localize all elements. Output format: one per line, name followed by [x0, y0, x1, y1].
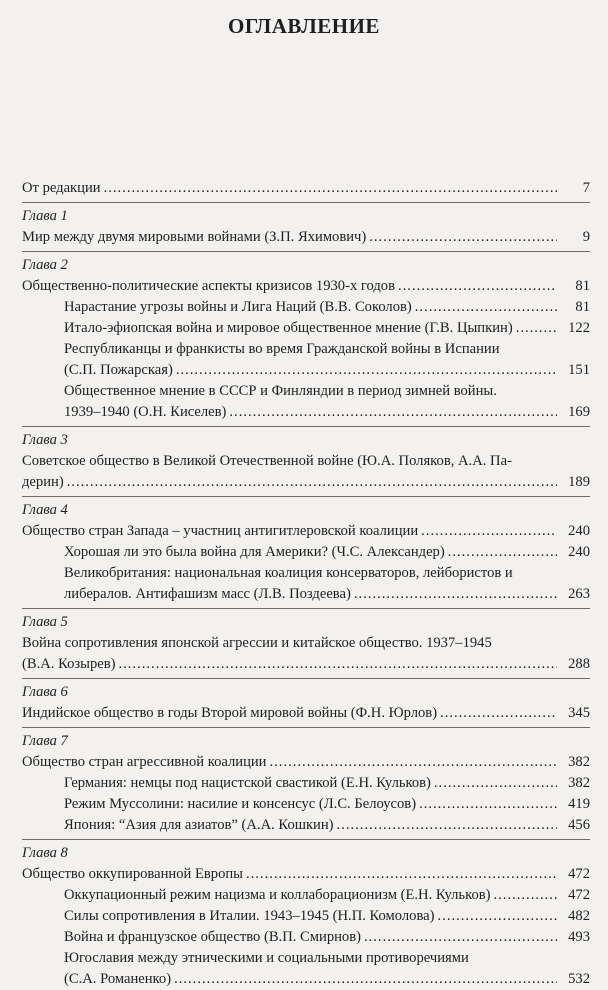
- toc-page-number: 81: [575, 299, 590, 315]
- toc-page-number: 189: [568, 474, 590, 490]
- toc-entry: [22, 794, 590, 815]
- toc-entry-text-line: Общественное мнение в СССР и Финляндии в период зимней войны.: [64, 383, 497, 399]
- dot-leader: [494, 885, 558, 906]
- toc-page-number: 169: [568, 404, 590, 420]
- toc-page-number: 382: [568, 754, 590, 770]
- toc-page-number: 382: [568, 775, 590, 791]
- toc-entry-text: Общество оккупированной Европы: [22, 866, 243, 882]
- chapter-divider: [22, 678, 590, 679]
- toc-entry-text: (С.А. Романенко): [64, 971, 172, 987]
- toc-entry-text: Оккупационный режим нацизма и коллаборационизм (Е.Н. Кульков): [64, 887, 491, 903]
- dot-leader: [118, 654, 557, 675]
- toc-page-number: 288: [568, 656, 590, 672]
- toc-page-number: 7: [582, 180, 590, 196]
- chapter-label: Глава 1: [22, 208, 68, 224]
- toc-entry-text-line: Советское общество в Великой Отечественной войне (Ю.А. Поляков, А.А. Па-: [22, 453, 512, 469]
- chapter-divider: [22, 496, 590, 497]
- toc-entry: [22, 339, 590, 381]
- chapter-label: Глава 7: [22, 733, 68, 749]
- toc-entry: [22, 948, 590, 990]
- toc-entry-text: Война и французское общество (В.П. Смирнов): [64, 929, 361, 945]
- dot-leader: [270, 752, 558, 773]
- toc-entry: [22, 703, 590, 724]
- dot-leader: [448, 542, 557, 563]
- toc-entry-text: Германия: немцы под нацистской свастикой (Е.Н. Кульков): [64, 775, 431, 791]
- chapter-label: Глава 4: [22, 502, 68, 518]
- toc-entry: [22, 227, 590, 248]
- toc-entry-text: Общество стран агрессивной коалиции: [22, 754, 267, 770]
- dot-leader: [364, 927, 557, 948]
- toc-entry-text: Нарастание угрозы войны и Лига Наций (В.В. Соколов): [64, 299, 412, 315]
- toc-entry-text: Общественно-политические аспекты кризисов 1930-х годов: [22, 278, 395, 294]
- toc-entry: [22, 276, 590, 297]
- toc-entry: [22, 521, 590, 542]
- toc-page-number: 493: [568, 929, 590, 945]
- toc-page-number: 472: [568, 866, 590, 882]
- toc-entry: [22, 381, 590, 423]
- dot-leader: [67, 472, 557, 493]
- toc-entry-text-line: Республиканцы и франкисты во время Гражданской войны в Испании: [64, 341, 500, 357]
- chapter-divider: [22, 202, 590, 203]
- toc-entry-text: (В.А. Козырев): [22, 656, 116, 672]
- toc-page-number: 472: [568, 887, 590, 903]
- toc-entry-text: Итало-эфиопская война и мировое общественное мнение (Г.В. Цыпкин): [64, 320, 513, 336]
- dot-leader: [354, 584, 557, 605]
- toc-entry-text-line: Война сопротивления японской агрессии и китайское общество. 1937–1945: [22, 635, 492, 651]
- chapter-label: Глава 8: [22, 845, 68, 861]
- toc-entry-editorial: [22, 178, 590, 199]
- toc-entry-text-line: Великобритания: национальная коалиция консерваторов, лейбористов и: [64, 565, 513, 581]
- toc-entry-text: Индийское общество в годы Второй мировой войны (Ф.Н. Юрлов): [22, 705, 438, 721]
- toc-entry: [22, 318, 590, 339]
- chapter-divider: [22, 251, 590, 252]
- chapter-label: Глава 6: [22, 684, 68, 700]
- toc-page-number: 240: [568, 523, 590, 539]
- dot-leader: [176, 360, 557, 381]
- dot-leader: [421, 521, 557, 542]
- toc-entry-text: Мир между двумя мировыми войнами (З.П. Яхимович): [22, 229, 367, 245]
- dot-leader: [229, 402, 557, 423]
- dot-leader: [174, 969, 557, 990]
- chapter-divider: [22, 839, 590, 840]
- toc-entry: [22, 563, 590, 605]
- dot-leader: [398, 276, 557, 297]
- table-of-contents: [22, 178, 590, 990]
- toc-entry-text-line: Югославия между этническими и социальными противоречиями: [64, 950, 469, 966]
- dot-leader: [415, 297, 557, 318]
- chapter-label: Глава 3: [22, 432, 68, 448]
- toc-entry-text: 1939–1940 (О.Н. Киселев): [64, 404, 227, 420]
- toc-entry: [22, 297, 590, 318]
- dot-leader: [337, 815, 557, 836]
- dot-leader: [440, 703, 557, 724]
- toc-page-number: 482: [568, 908, 590, 924]
- toc-entry: [22, 906, 590, 927]
- dot-leader: [438, 906, 557, 927]
- dot-leader: [419, 794, 557, 815]
- dot-leader: [369, 227, 557, 248]
- chapter-divider: [22, 608, 590, 609]
- toc-page-number: 456: [568, 817, 590, 833]
- dot-leader: [104, 178, 557, 199]
- chapter-divider: [22, 727, 590, 728]
- toc-entry: [22, 542, 590, 563]
- toc-entry-text: (С.П. Пожарская): [64, 362, 173, 378]
- toc-entry-text: либералов. Антифашизм масс (Л.В. Поздеева): [64, 586, 351, 602]
- toc-page-number: 263: [568, 586, 590, 602]
- toc-page-number: 532: [568, 971, 590, 987]
- toc-entry-text: Силы сопротивления в Италии. 1943–1945 (Н.П. Комолова): [64, 908, 435, 924]
- toc-entry-text: Общество стран Запада – участниц антигитлеровской коалиции: [22, 523, 419, 539]
- toc-page-number: 419: [568, 796, 590, 812]
- chapter-label: Глава 5: [22, 614, 68, 630]
- toc-entry-text: Хорошая ли это была война для Америки? (Ч.С. Александер): [64, 544, 445, 560]
- toc-entry: [22, 815, 590, 836]
- toc-entry: [22, 927, 590, 948]
- toc-page-number: 240: [568, 544, 590, 560]
- toc-page-number: 345: [568, 705, 590, 721]
- dot-leader: [434, 773, 557, 794]
- toc-entry: [22, 773, 590, 794]
- chapter-divider: [22, 426, 590, 427]
- toc-entry: [22, 752, 590, 773]
- chapter-label: Глава 2: [22, 257, 68, 273]
- toc-entry-text: От редакции: [22, 180, 101, 196]
- toc-page-number: 151: [568, 362, 590, 378]
- toc-entry: [22, 633, 590, 675]
- dot-leader: [516, 318, 557, 339]
- toc-entry: [22, 451, 590, 493]
- toc-page-number: 9: [582, 229, 590, 245]
- toc-entry-text: Япония: “Азия для азиатов” (А.А. Кошкин): [64, 817, 334, 833]
- toc-entry-text: дерин): [22, 474, 64, 490]
- page-title: ОГЛАВЛЕНИЕ: [228, 14, 380, 38]
- toc-page-number: 81: [575, 278, 590, 294]
- toc-entry: [22, 885, 590, 906]
- toc-page-number: 122: [568, 320, 590, 336]
- toc-entry-text: Режим Муссолини: насилие и консенсус (Л.С. Белоусов): [64, 796, 417, 812]
